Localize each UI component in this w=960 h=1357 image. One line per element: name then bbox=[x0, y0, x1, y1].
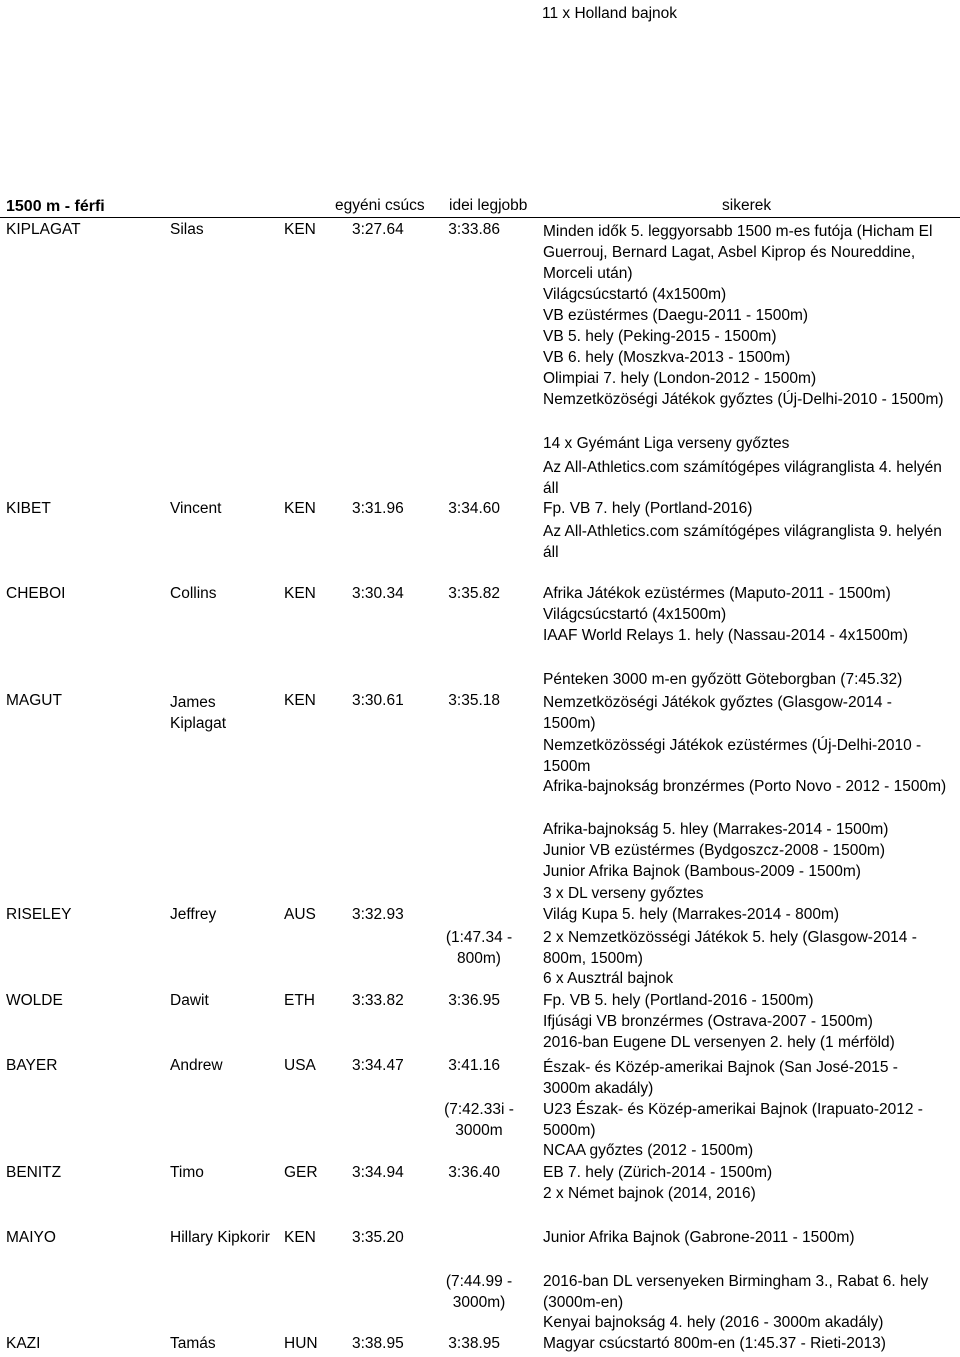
achievement: Minden idők 5. leggyorsabb 1500 m-es futója (Hicham El Guerrouj, Bernard Lagat, Asbel Kiprop és Noureddine, Morceli után) bbox=[543, 223, 933, 282]
achievement: 3 x DL verseny győztes bbox=[543, 885, 704, 902]
achievement: Nemzetközösségi Játékok ezüstérmes (Új-Delhi-2010 - 1500m bbox=[543, 737, 922, 775]
page-title: 1500 m - férfi bbox=[6, 198, 105, 215]
personal-best: 3:33.82 bbox=[352, 992, 404, 1009]
nationality: KEN bbox=[284, 585, 316, 602]
achievement: Afrika-bajnokság bronzérmes (Porto Novo - 2012 - 1500m) bbox=[543, 778, 947, 795]
nationality: AUS bbox=[284, 906, 316, 923]
achievement: Világ Kupa 5. hely (Marrakes-2014 - 800m) bbox=[543, 906, 840, 923]
surname: MAIYO bbox=[6, 1229, 56, 1246]
achievement: VB 6. hely (Moszkva-2013 - 1500m) bbox=[543, 349, 791, 366]
achievement: Afrika Játékok ezüstérmes (Maputo-2011 - 1500m) bbox=[543, 585, 891, 602]
first-name: Vincent bbox=[170, 500, 222, 517]
first-name: James Kiplagat bbox=[170, 694, 227, 732]
header-pb: egyéni csúcs bbox=[335, 197, 425, 214]
achievement: Magyar csúcstartó 800m-en (1:45.37 - Rieti-2013) bbox=[543, 1335, 886, 1352]
season-best: 3:38.95 bbox=[448, 1335, 500, 1352]
first-name: Collins bbox=[170, 585, 217, 602]
personal-best: 3:31.96 bbox=[352, 500, 404, 517]
personal-best: 3:32.93 bbox=[352, 906, 404, 923]
surname: MAGUT bbox=[6, 692, 62, 709]
header-rule bbox=[0, 217, 960, 218]
achievement: Észak- és Közép-amerikai Bajnok (San José-2015 - 3000m akadály) bbox=[543, 1059, 898, 1097]
achievement: NCAA győztes (2012 - 1500m) bbox=[543, 1142, 754, 1159]
first-name: Timo bbox=[170, 1164, 204, 1181]
nationality: ETH bbox=[284, 992, 315, 1009]
achievement: VB ezüstérmes (Daegu-2011 - 1500m) bbox=[543, 307, 809, 324]
achievement: Afrika-bajnokság 5. hley (Marrakes-2014 - 1500m) bbox=[543, 821, 889, 838]
surname: KAZI bbox=[6, 1335, 41, 1352]
personal-best: 3:38.95 bbox=[352, 1335, 404, 1352]
surname: BENITZ bbox=[6, 1164, 62, 1181]
season-best: (7:44.99 - 3000m) bbox=[445, 1273, 513, 1311]
surname: CHEBOI bbox=[6, 585, 66, 602]
first-name: Hillary Kipkorir bbox=[170, 1229, 270, 1246]
season-best: 3:36.40 bbox=[448, 1164, 500, 1181]
personal-best: 3:30.61 bbox=[352, 692, 404, 709]
nationality: KEN bbox=[284, 221, 316, 238]
achievement: 2016-ban DL versenyeken Birmingham 3., Rabat 6. hely (3000m-en) bbox=[543, 1273, 929, 1311]
achievement: Ifjúsági VB bronzérmes (Ostrava-2007 - 1500m) bbox=[543, 1013, 873, 1030]
achievement: Junior Afrika Bajnok (Bambous-2009 - 1500m) bbox=[543, 863, 861, 880]
achievement: Fp. VB 5. hely (Portland-2016 - 1500m) bbox=[543, 992, 814, 1009]
season-best: 3:35.82 bbox=[448, 585, 500, 602]
achievement: Az All-Athletics.com számítógépes világranglista 9. helyén áll bbox=[543, 523, 942, 561]
header-sb: idei legjobb bbox=[449, 197, 528, 214]
achievement: Junior VB ezüstérmes (Bydgoszcz-2008 - 1500m) bbox=[543, 842, 886, 859]
season-best: 3:36.95 bbox=[448, 992, 500, 1009]
achievement: U23 Észak- és Közép-amerikai Bajnok (Irapuato-2012 - 5000m) bbox=[543, 1101, 923, 1139]
personal-best: 3:34.47 bbox=[352, 1057, 404, 1074]
achievement: Olimpiai 7. hely (London-2012 - 1500m) bbox=[543, 370, 817, 387]
surname: KIBET bbox=[6, 500, 51, 517]
achievement: EB 7. hely (Zürich-2014 - 1500m) bbox=[543, 1164, 773, 1181]
achievement: 14 x Gyémánt Liga verseny győztes bbox=[543, 435, 790, 452]
season-best: 3:35.18 bbox=[448, 692, 500, 709]
season-best: 3:41.16 bbox=[448, 1057, 500, 1074]
achievement: VB 5. hely (Peking-2015 - 1500m) bbox=[543, 328, 777, 345]
season-best: 3:34.60 bbox=[448, 500, 500, 517]
first-name: Tamás bbox=[170, 1335, 216, 1352]
achievement: Pénteken 3000 m-en győzött Göteborgban (7:45.32) bbox=[543, 671, 903, 688]
personal-best: 3:30.34 bbox=[352, 585, 404, 602]
achievement: 6 x Ausztrál bajnok bbox=[543, 970, 674, 987]
first-name: Silas bbox=[170, 221, 204, 238]
nationality: KEN bbox=[284, 1229, 316, 1246]
season-best-extra: (7:42.33i - 3000m bbox=[444, 1101, 514, 1139]
personal-best: 3:35.20 bbox=[352, 1229, 404, 1246]
nationality: GER bbox=[284, 1164, 318, 1181]
personal-best: 3:34.94 bbox=[352, 1164, 404, 1181]
surname: RISELEY bbox=[6, 906, 72, 923]
nationality: HUN bbox=[284, 1335, 318, 1352]
nationality: KEN bbox=[284, 692, 316, 709]
first-name: Andrew bbox=[170, 1057, 223, 1074]
first-name: Dawit bbox=[170, 992, 209, 1009]
achievement: Fp. VB 7. hely (Portland-2016) bbox=[543, 500, 753, 517]
achievement: 2 x Nemzetközösségi Játékok 5. hely (Glasgow-2014 - 800m, 1500m) bbox=[543, 929, 917, 967]
achievement: Nemzetközöségi Játékok győztes (Új-Delhi-2010 - 1500m) bbox=[543, 391, 944, 408]
achievement: Kenyai bajnokság 4. hely (2016 - 3000m akadály) bbox=[543, 1314, 884, 1331]
achievement: Világcsúcstartó (4x1500m) bbox=[543, 286, 727, 303]
achievement: Az All-Athletics.com számítógépes világranglista 4. helyén áll bbox=[543, 459, 942, 497]
achievement: Nemzetközöségi Játékok győztes (Glasgow-2014 - 1500m) bbox=[543, 694, 892, 732]
surname: BAYER bbox=[6, 1057, 58, 1074]
nationality: KEN bbox=[284, 500, 316, 517]
achievement: 2 x Német bajnok (2014, 2016) bbox=[543, 1185, 756, 1202]
achievement: Világcsúcstartó (4x1500m) bbox=[543, 606, 727, 623]
achievement: 2016-ban Eugene DL versenyen 2. hely (1 mérföld) bbox=[543, 1034, 895, 1051]
season-best: 3:33.86 bbox=[448, 221, 500, 238]
season-best: (1:47.34 - 800m) bbox=[445, 929, 513, 967]
surname: KIPLAGAT bbox=[6, 221, 81, 238]
header-achievements: sikerek bbox=[722, 197, 772, 214]
personal-best: 3:27.64 bbox=[352, 221, 404, 238]
top-note: 11 x Holland bajnok bbox=[542, 5, 677, 22]
achievement: IAAF World Relays 1. hely (Nassau-2014 - 4x1500m) bbox=[543, 627, 908, 644]
achievement: Junior Afrika Bajnok (Gabrone-2011 - 1500m) bbox=[543, 1229, 855, 1246]
surname: WOLDE bbox=[6, 992, 63, 1009]
first-name: Jeffrey bbox=[170, 906, 217, 923]
nationality: USA bbox=[284, 1057, 316, 1074]
